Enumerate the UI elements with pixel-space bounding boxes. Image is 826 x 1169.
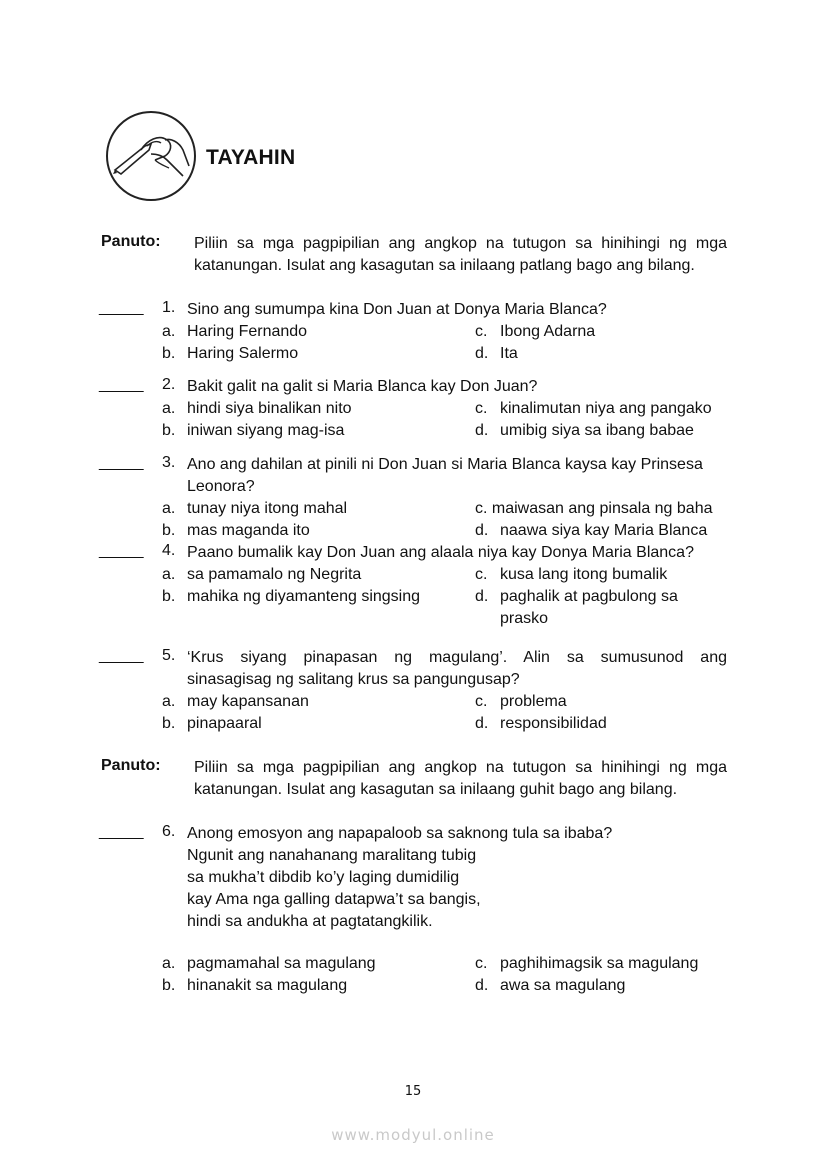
question-number: 2. [162, 376, 176, 393]
question-text: Bakit galit na galit si Maria Blanca kay Don Juan? [187, 378, 538, 395]
poem-line: hindi sa andukha at pagtatangkilik. [187, 913, 433, 930]
option-b: b. iniwan siyang mag-isa [162, 422, 345, 439]
option-c: c. kusa lang itong bumalik [475, 566, 668, 583]
poem-line: kay Ama nga galling datapwa’t sa bangis, [187, 891, 481, 908]
question-number: 6. [162, 823, 176, 840]
question-text-continued: Leonora? [187, 478, 255, 495]
option-a: a. sa pamamalo ng Negrita [162, 566, 362, 583]
option-c: c. paghihimagsik sa magulang [475, 955, 699, 972]
page-number: 15 [404, 1084, 422, 1099]
question-number: 3. [162, 454, 176, 471]
page-title: TAYAHIN [206, 146, 296, 169]
option-b: b. mahika ng diyamanteng singsing [162, 588, 421, 605]
answer-blank[interactable]: _____ [99, 647, 144, 664]
option-d: d. umibig siya sa ibang babae [475, 422, 694, 439]
question-number: 5. [162, 647, 176, 664]
answer-blank[interactable]: _____ [99, 542, 144, 559]
option-d: d. responsibilidad [475, 715, 607, 732]
watermark: www.modyul.online [331, 1126, 495, 1144]
answer-blank[interactable]: _____ [99, 823, 144, 840]
question-text: Ano ang dahilan at pinili ni Don Juan si Maria Blanca kaysa kay Prinsesa [187, 456, 703, 473]
poem-line: Ngunit ang nanahanang maralitang tubig [187, 847, 477, 864]
option-a: a. may kapansanan [162, 693, 309, 710]
option-b: b. Haring Salermo [162, 345, 299, 362]
question-text: Sino ang sumumpa kina Don Juan at Donya Maria Blanca? [187, 301, 607, 318]
question-text-continued: sinasagisag ng salitang krus sa pangungusap? [187, 671, 520, 688]
answer-blank[interactable]: _____ [99, 376, 144, 393]
option-b: b. pinapaaral [162, 715, 262, 732]
panuto-instructions: Piliin sa mga pagpipilian ang angkop na tutugon sa hinihingi ng mga katanungan. Isulat ang kasagutan sa inilaang patlang bago ang bilang. [194, 235, 727, 274]
option-c: c. maiwasan ang pinsala ng baha [475, 500, 713, 517]
option-d: d. Ita [475, 345, 518, 362]
question-text: Anong emosyon ang napapaloob sa saknong tula sa ibaba? [187, 825, 613, 842]
panuto-label: Panuto: [101, 233, 161, 250]
option-a: a. tunay niya itong mahal [162, 500, 348, 517]
question-number: 4. [162, 542, 176, 559]
option-b: b. mas maganda ito [162, 522, 310, 539]
panuto-instructions: Piliin sa mga pagpipilian ang angkop na tutugon sa hinihingi ng mga katanungan. Isulat ang kasagutan sa inilaang guhit bago ang bilang. [194, 759, 727, 798]
option-d: d. awa sa magulang [475, 977, 626, 994]
panuto-label: Panuto: [101, 757, 161, 774]
question-text: ‘Krus siyang pinapasan ng magulang’. Alin sa sumusunod ang [187, 649, 727, 666]
option-c: c. Ibong Adarna [475, 323, 596, 340]
option-a: a. pagmamahal sa magulang [162, 955, 376, 972]
option-d: d. naawa siya kay Maria Blanca [475, 522, 708, 539]
option-d: d. paghalik at pagbulong sa [475, 588, 678, 605]
option-a: a. Haring Fernando [162, 323, 308, 340]
writing-hand-icon [105, 110, 197, 202]
option-d-continued: prasko [500, 610, 549, 627]
option-c: c. problema [475, 693, 567, 710]
answer-blank[interactable]: _____ [99, 454, 144, 471]
question-number: 1. [162, 299, 176, 316]
option-c: c. kinalimutan niya ang pangako [475, 400, 712, 417]
answer-blank[interactable]: _____ [99, 299, 144, 316]
poem-line: sa mukha’t dibdib ko’y laging dumidilig [187, 869, 460, 886]
option-a: a. hindi siya binalikan nito [162, 400, 352, 417]
option-b: b. hinanakit sa magulang [162, 977, 348, 994]
question-text: Paano bumalik kay Don Juan ang alaala niya kay Donya Maria Blanca? [187, 544, 694, 561]
